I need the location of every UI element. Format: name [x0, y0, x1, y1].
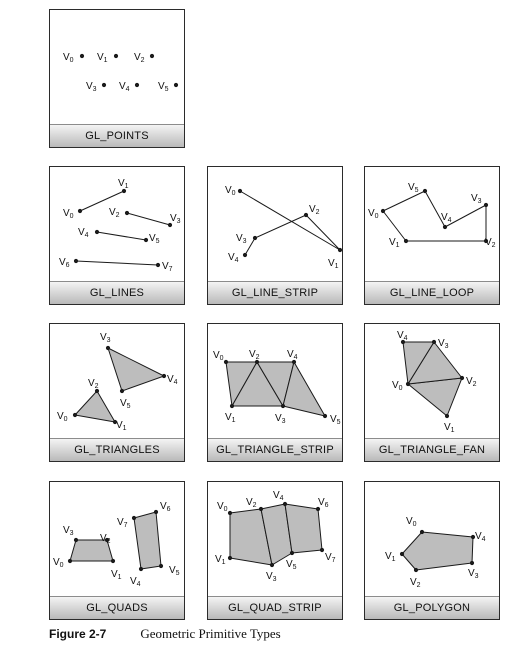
vertex-point	[144, 238, 148, 242]
primitive-shape	[108, 348, 164, 391]
panel-title: GL_TRIANGLES	[50, 438, 184, 461]
vertex-point	[135, 83, 139, 87]
panel-title: GL_QUAD_STRIP	[208, 596, 342, 619]
vertex-label: $V_5$	[149, 233, 160, 245]
vertex-point	[432, 340, 436, 344]
panel-triangle-strip	[207, 323, 343, 462]
vertex-point	[238, 189, 242, 193]
vertex-label: $V_4$	[228, 252, 239, 264]
vertex-label: $V_4$	[475, 531, 486, 543]
vertex-label: $V_1$	[97, 52, 108, 64]
vertex-label: $V_0$	[57, 411, 68, 423]
vertex-label: $V_6$	[59, 257, 70, 269]
vertex-point	[470, 561, 474, 565]
vertex-point	[162, 374, 166, 378]
panel-title: GL_TRIANGLE_FAN	[365, 438, 499, 461]
vertex-point	[423, 189, 427, 193]
panel-title: GL_LINE_STRIP	[208, 281, 342, 304]
vertex-label: $V_0$	[225, 185, 236, 197]
vertex-label: $V_1$	[328, 258, 339, 270]
vertex-point	[270, 563, 274, 567]
vertex-label: $V_4$	[167, 374, 178, 386]
vertex-point	[78, 209, 82, 213]
panel-line-loop	[364, 166, 500, 305]
vertex-label: $V_2$	[309, 204, 320, 216]
panel-line-strip	[207, 166, 343, 305]
vertex-label: $V_5$	[120, 398, 131, 410]
panel-title: GL_LINES	[50, 281, 184, 304]
vertex-label: $V_2$	[410, 577, 421, 589]
figure-number: Figure 2-7	[49, 627, 107, 641]
vertex-point	[95, 230, 99, 234]
panel-title: GL_LINE_LOOP	[365, 281, 499, 304]
vertex-point	[120, 389, 124, 393]
vertex-label: $V_3$	[266, 571, 277, 583]
vertex-label: $V_4$	[78, 227, 89, 239]
vertex-point	[338, 248, 342, 252]
vertex-point	[106, 346, 110, 350]
vertex-point	[156, 263, 160, 267]
edge-polyline	[240, 191, 340, 255]
vertex-label: $V_3$	[100, 332, 111, 344]
edge-line	[76, 261, 158, 265]
panel-title: GL_TRIANGLE_STRIP	[208, 438, 342, 461]
vertex-label: $V_4$	[119, 81, 130, 93]
vertex-point	[154, 510, 158, 514]
vertex-label: $V_1$	[389, 237, 400, 249]
vertex-label: $V_0$	[406, 516, 417, 528]
vertex-label: $V_1$	[116, 420, 127, 432]
vertex-point	[132, 516, 136, 520]
vertex-point	[443, 225, 447, 229]
vertex-point	[73, 413, 77, 417]
vertex-point	[460, 376, 464, 380]
vertex-point	[259, 507, 263, 511]
vertex-label: $V_0$	[217, 501, 228, 513]
vertex-point	[323, 414, 327, 418]
primitive-shape	[75, 391, 115, 422]
vertex-point	[445, 414, 449, 418]
vertex-point	[320, 548, 324, 552]
primitive-shape	[402, 532, 473, 570]
vertex-label: $V_3$	[170, 213, 181, 225]
panel-triangle-fan	[364, 323, 500, 462]
vertex-label: $V_2$	[466, 376, 477, 388]
vertex-label: $V_2$	[88, 378, 99, 390]
vertex-point	[414, 568, 418, 572]
vertex-label: $V_5$	[408, 182, 419, 194]
vertex-label: $V_3$	[275, 413, 286, 425]
panel-lines	[49, 166, 185, 305]
vertex-point	[114, 54, 118, 58]
vertex-label: $V_7$	[162, 261, 173, 273]
vertex-label: $V_1$	[111, 569, 122, 581]
vertex-point	[174, 83, 178, 87]
vertex-label: $V_4$	[287, 349, 298, 361]
vertex-label: $V_4$	[441, 212, 452, 224]
vertex-label: $V_0$	[213, 350, 224, 362]
vertex-label: $V_2$	[485, 237, 496, 249]
vertex-label: $V_0$	[63, 208, 74, 220]
vertex-label: $V_1$	[225, 412, 236, 424]
vertex-point	[290, 551, 294, 555]
panel-title: GL_QUADS	[50, 596, 184, 619]
vertex-point	[404, 239, 408, 243]
vertex-point	[406, 382, 410, 386]
panel-title: GL_POLYGON	[365, 596, 499, 619]
vertex-label: $V_5$	[158, 81, 169, 93]
panel-quads	[49, 481, 185, 620]
vertex-point	[253, 236, 257, 240]
edge-line	[97, 232, 146, 240]
vertex-label: $V_2$	[100, 533, 111, 545]
vertex-label: $V_4$	[130, 576, 141, 588]
vertex-point	[139, 567, 143, 571]
vertex-label: $V_1$	[215, 554, 226, 566]
vertex-point	[243, 253, 247, 257]
vertex-label: $V_2$	[246, 497, 257, 509]
vertex-point	[304, 213, 308, 217]
vertex-label: $V_0$	[392, 380, 403, 392]
vertex-label: $V_1$	[385, 551, 396, 563]
panel-points	[49, 9, 185, 148]
vertex-point	[400, 552, 404, 556]
vertex-label: $V_2$	[109, 207, 120, 219]
vertex-label: $V_5$	[330, 414, 341, 426]
vertex-point	[230, 404, 234, 408]
vertex-point	[228, 511, 232, 515]
vertex-label: $V_5$	[286, 559, 297, 571]
vertex-label: $V_0$	[53, 557, 64, 569]
vertex-label: $V_0$	[63, 52, 74, 64]
vertex-label: $V_3$	[86, 81, 97, 93]
vertex-point	[224, 360, 228, 364]
vertex-point	[281, 404, 285, 408]
figure-caption	[49, 626, 281, 642]
primitive-shape	[285, 504, 322, 553]
vertex-label: $V_1$	[444, 422, 455, 434]
primitive-shape	[408, 378, 462, 416]
vertex-point	[68, 559, 72, 563]
vertex-label: $V_4$	[397, 330, 408, 342]
vertex-point	[381, 209, 385, 213]
panel-title: GL_POINTS	[50, 124, 184, 147]
vertex-point	[150, 54, 154, 58]
vertex-label: $V_3$	[471, 193, 482, 205]
vertex-label: $V_6$	[318, 497, 329, 509]
edge-line	[80, 191, 124, 211]
vertex-point	[159, 564, 163, 568]
vertex-point	[111, 559, 115, 563]
primitive-shape	[134, 512, 161, 569]
caption-text: Geometric Primitive Types	[140, 626, 281, 641]
vertex-label: $V_1$	[118, 178, 129, 190]
vertex-point	[74, 259, 78, 263]
panel-polygon	[364, 481, 500, 620]
vertex-point	[80, 54, 84, 58]
vertex-point	[283, 502, 287, 506]
vertex-label: $V_2$	[134, 52, 145, 64]
vertex-label: $V_3$	[236, 233, 247, 245]
vertex-point	[74, 538, 78, 542]
vertex-label: $V_6$	[160, 501, 171, 513]
vertex-point	[420, 530, 424, 534]
vertex-point	[102, 83, 106, 87]
vertex-label: $V_2$	[249, 349, 260, 361]
vertex-label: $V_7$	[325, 552, 336, 564]
edge-line	[127, 213, 170, 225]
vertex-label: $V_5$	[169, 565, 180, 577]
vertex-point	[125, 211, 129, 215]
vertex-point	[484, 203, 488, 207]
vertex-label: $V_3$	[438, 338, 449, 350]
vertex-label: $V_3$	[63, 525, 74, 537]
panel-triangles	[49, 323, 185, 462]
vertex-label: $V_4$	[273, 490, 284, 502]
vertex-label: $V_3$	[468, 568, 479, 580]
vertex-label: $V_0$	[368, 208, 379, 220]
panel-quad-strip	[207, 481, 343, 620]
vertex-label: $V_7$	[117, 517, 128, 529]
vertex-point	[228, 556, 232, 560]
